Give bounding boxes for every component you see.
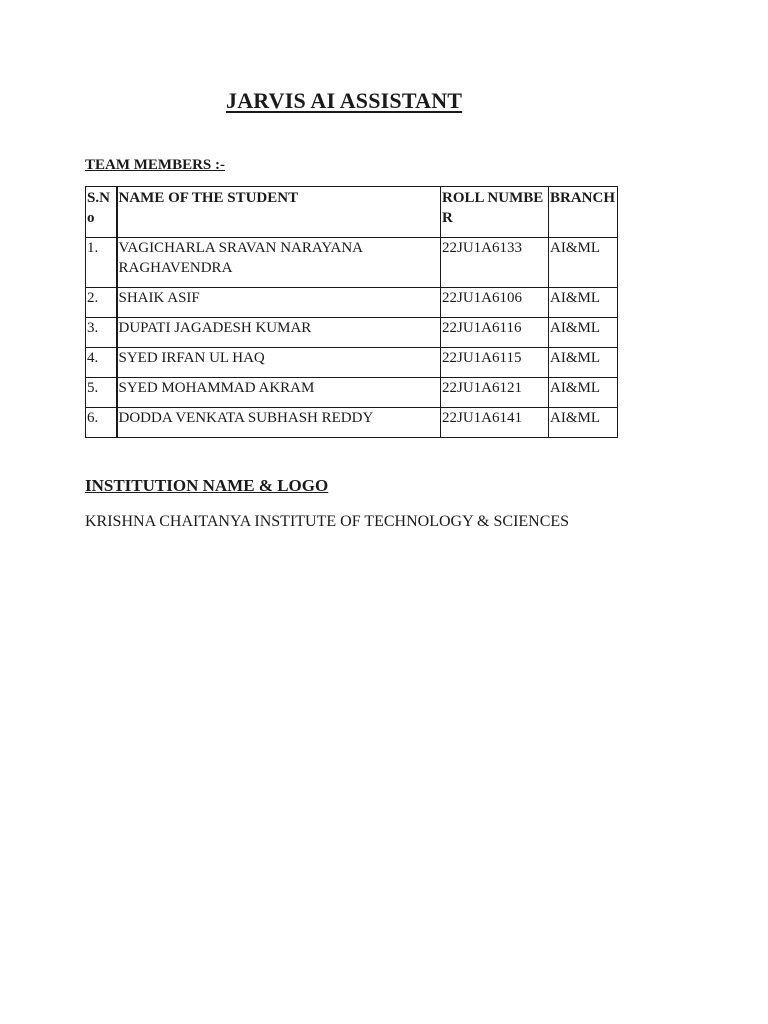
cell-branch: AI&ML [549, 318, 618, 348]
team-members-table [85, 186, 618, 438]
institution-name: KRISHNA CHAITANYA INSTITUTE OF TECHNOLOGY & SCIENCES [85, 513, 570, 530]
cell-roll-number: 22JU1A6106 [441, 288, 549, 318]
table-header-row [86, 187, 618, 238]
cell-roll-number: 22JU1A6116 [441, 318, 549, 348]
table-row [86, 348, 618, 378]
cell-sno: 5. [86, 378, 117, 408]
cell-student-name: VAGICHARLA SRAVAN NARAYANA RAGHAVENDRA [117, 238, 441, 288]
cell-student-name: SYED MOHAMMAD AKRAM [117, 378, 441, 408]
table-row [86, 318, 618, 348]
column-header-roll-number: ROLL NUMBER [441, 187, 549, 238]
document-title: JARVIS AI ASSISTANT [226, 88, 463, 113]
cell-sno: 3. [86, 318, 117, 348]
cell-branch: AI&ML [549, 348, 618, 378]
cell-roll-number: 22JU1A6115 [441, 348, 549, 378]
team-members-heading: TEAM MEMBERS :- [85, 157, 225, 173]
institution-heading: INSTITUTION NAME & LOGO [85, 476, 329, 495]
cell-sno: 6. [86, 408, 117, 438]
cell-sno: 1. [86, 238, 117, 288]
cell-student-name: DUPATI JAGADESH KUMAR [117, 318, 441, 348]
column-header-branch: BRANCH [549, 187, 618, 238]
table-row [86, 408, 618, 438]
cell-student-name: SYED IRFAN UL HAQ [117, 348, 441, 378]
cell-branch: AI&ML [549, 378, 618, 408]
column-header-name: NAME OF THE STUDENT [117, 187, 441, 238]
cell-branch: AI&ML [549, 408, 618, 438]
column-header-sno: S.No [86, 187, 117, 238]
cell-sno: 4. [86, 348, 117, 378]
cell-roll-number: 22JU1A6121 [441, 378, 549, 408]
cell-student-name: DODDA VENKATA SUBHASH REDDY [117, 408, 441, 438]
cell-branch: AI&ML [549, 288, 618, 318]
cell-sno: 2. [86, 288, 117, 318]
cell-roll-number: 22JU1A6133 [441, 238, 549, 288]
cell-roll-number: 22JU1A6141 [441, 408, 549, 438]
cell-student-name: SHAIK ASIF [117, 288, 441, 318]
table-row [86, 378, 618, 408]
cell-branch: AI&ML [549, 238, 618, 288]
table-row [86, 238, 618, 288]
table-row [86, 288, 618, 318]
